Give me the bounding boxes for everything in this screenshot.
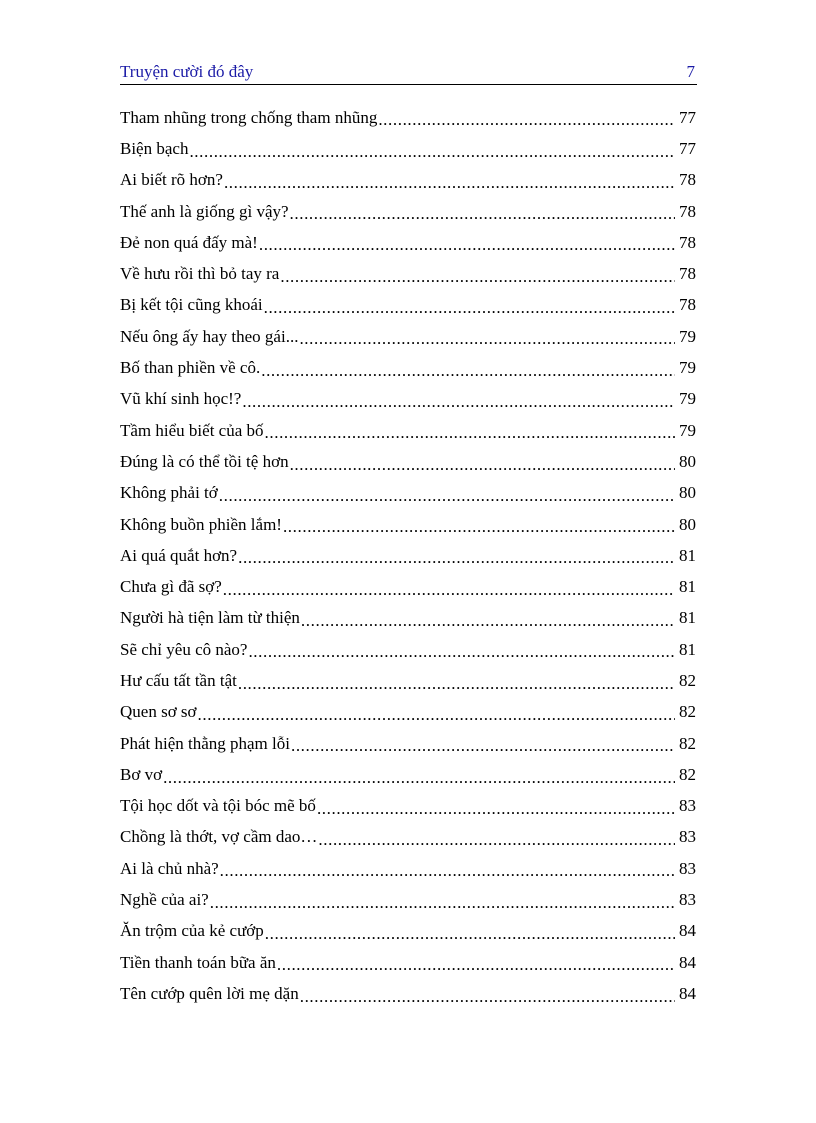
dot-leader	[277, 956, 675, 978]
toc-entry-title: Ai biết rõ hơn?	[120, 170, 223, 190]
toc-entry-title: Hư cấu tất tần tật	[120, 670, 237, 690]
toc-entry[interactable]	[120, 509, 696, 540]
toc-entry-title: Đẻ non quá đấy mà!	[120, 232, 258, 252]
toc-entry[interactable]	[120, 227, 696, 258]
toc-entry-title: Không phải tớ	[120, 483, 218, 503]
toc-entry[interactable]	[120, 947, 696, 978]
dot-leader	[265, 424, 675, 446]
toc-entry-title: Bố than phiền về cô.	[120, 358, 261, 378]
running-title: Truyện cười đó đây	[120, 62, 254, 81]
toc-entry-title: Tham nhũng trong chống tham nhũng	[120, 107, 378, 127]
toc-entry-title: Thế anh là giống gì vậy?	[120, 201, 289, 221]
dot-leader	[210, 894, 675, 916]
toc-entry-title: Phát hiện thằng phạm lỗi	[120, 733, 290, 753]
dot-leader	[238, 675, 675, 697]
dot-leader	[290, 456, 675, 478]
toc-entry-title: Tầm hiểu biết của bố	[120, 420, 264, 440]
toc-entry-title: Đúng là có thể tồi tệ hơn	[120, 451, 289, 471]
toc-entry-page: 84	[679, 983, 696, 1003]
toc-entry[interactable]	[120, 916, 696, 947]
toc-entry-page: 81	[679, 639, 696, 659]
toc-entry-page: 78	[679, 295, 696, 315]
toc-entry[interactable]	[120, 634, 696, 665]
dot-leader	[280, 268, 675, 290]
toc-entry-title: Chồng là thớt, vợ cầm dao…	[120, 827, 318, 847]
toc-entry-page: 84	[679, 952, 696, 972]
dot-leader	[291, 737, 675, 759]
toc-entry[interactable]	[120, 102, 696, 133]
toc-entry[interactable]	[120, 603, 696, 634]
toc-entry-page: 77	[679, 138, 696, 158]
toc-entry-page: 78	[679, 170, 696, 190]
dot-leader	[248, 643, 675, 665]
toc-entry-page: 78	[679, 264, 696, 284]
header-page-number: 7	[686, 62, 695, 81]
dot-leader	[264, 299, 675, 321]
dot-leader	[261, 362, 675, 384]
toc-entry[interactable]	[120, 352, 696, 383]
dot-leader	[283, 518, 675, 540]
dot-leader	[301, 612, 675, 634]
dot-leader	[189, 143, 675, 165]
page-header	[120, 60, 697, 85]
toc-entry-title: Về hưu rồi thì bỏ tay ra	[120, 264, 280, 284]
dot-leader	[198, 706, 675, 728]
toc-entry-title: Tội học dốt và tội bóc mẽ bố	[120, 796, 316, 816]
toc-entry-page: 82	[679, 733, 696, 753]
toc-entry-title: Vũ khí sinh học!?	[120, 389, 242, 409]
toc-entry-page: 83	[679, 796, 696, 816]
toc-entry[interactable]	[120, 478, 696, 509]
toc-entry-title: Nghề của ai?	[120, 890, 209, 910]
toc-entry[interactable]	[120, 165, 696, 196]
dot-leader	[378, 111, 675, 133]
toc-entry-page: 79	[679, 358, 696, 378]
toc-entry-page: 83	[679, 858, 696, 878]
toc-entry-page: 84	[679, 921, 696, 941]
toc-entry-page: 77	[679, 107, 696, 127]
toc-entry[interactable]	[120, 759, 696, 790]
toc-entry-title: Tiền thanh toán bữa ăn	[120, 952, 276, 972]
dot-leader	[318, 831, 675, 853]
toc-entry[interactable]	[120, 884, 696, 915]
toc-entry-page: 80	[679, 514, 696, 534]
toc-entry-title: Biện bạch	[120, 138, 189, 158]
toc-entry-title: Ai quá quắt hơn?	[120, 545, 238, 565]
toc-entry-page: 81	[679, 545, 696, 565]
toc-entry[interactable]	[120, 665, 696, 696]
toc-entry[interactable]	[120, 384, 696, 415]
toc-entry-title: Người hà tiện làm từ thiện	[120, 608, 300, 628]
dot-leader	[219, 487, 675, 509]
toc-entry-page: 78	[679, 201, 696, 221]
toc-entry[interactable]	[120, 290, 696, 321]
toc-entry-title: Sẽ chỉ yêu cô nào?	[120, 639, 248, 659]
toc-entry-title: Chưa gì đã sợ?	[120, 577, 222, 597]
dot-leader	[238, 549, 675, 571]
toc-entry-page: 82	[679, 670, 696, 690]
toc-entry-title: Không buồn phiền lắm!	[120, 514, 282, 534]
dot-leader	[242, 393, 675, 415]
dot-leader	[220, 862, 675, 884]
toc-entry-page: 83	[679, 827, 696, 847]
dot-leader	[163, 769, 675, 791]
dot-leader	[317, 800, 675, 822]
dot-leader	[224, 174, 675, 196]
dot-leader	[290, 205, 675, 227]
toc-entry-page: 80	[679, 451, 696, 471]
dot-leader	[299, 330, 675, 352]
table-of-contents	[120, 102, 696, 1010]
toc-entry-page: 80	[679, 483, 696, 503]
dot-leader	[259, 236, 675, 258]
dot-leader	[223, 581, 675, 603]
toc-entry-title: Bơ vơ	[120, 764, 163, 784]
toc-entry-page: 79	[679, 389, 696, 409]
toc-entry[interactable]	[120, 571, 696, 602]
dot-leader	[300, 988, 675, 1010]
toc-entry-page: 78	[679, 232, 696, 252]
toc-entry[interactable]	[120, 728, 696, 759]
toc-entry-page: 79	[679, 326, 696, 346]
toc-entry[interactable]	[120, 540, 696, 571]
toc-entry-title: Quen sơ sơ	[120, 702, 197, 722]
toc-entry[interactable]	[120, 697, 696, 728]
toc-entry-page: 83	[679, 890, 696, 910]
toc-entry[interactable]	[120, 978, 696, 1009]
toc-entry[interactable]	[120, 853, 696, 884]
toc-entry[interactable]	[120, 321, 696, 352]
toc-entry[interactable]	[120, 258, 696, 289]
toc-entry[interactable]	[120, 133, 696, 164]
toc-entry[interactable]	[120, 415, 696, 446]
toc-entry[interactable]	[120, 822, 696, 853]
toc-entry-page: 81	[679, 608, 696, 628]
toc-entry-page: 82	[679, 764, 696, 784]
toc-entry-page: 82	[679, 702, 696, 722]
toc-entry-title: Nếu ông ấy hay theo gái...	[120, 326, 299, 346]
toc-entry-title: Ăn trộm của kẻ cướp	[120, 921, 264, 941]
toc-entry-title: Ai là chủ nhà?	[120, 858, 219, 878]
toc-entry[interactable]	[120, 791, 696, 822]
toc-entry-page: 81	[679, 577, 696, 597]
toc-entry-title: Tên cướp quên lời mẹ dặn	[120, 983, 299, 1003]
toc-entry-page: 79	[679, 420, 696, 440]
toc-entry-title: Bị kết tội cũng khoái	[120, 295, 263, 315]
dot-leader	[265, 925, 675, 947]
toc-entry[interactable]	[120, 446, 696, 477]
toc-entry[interactable]	[120, 196, 696, 227]
